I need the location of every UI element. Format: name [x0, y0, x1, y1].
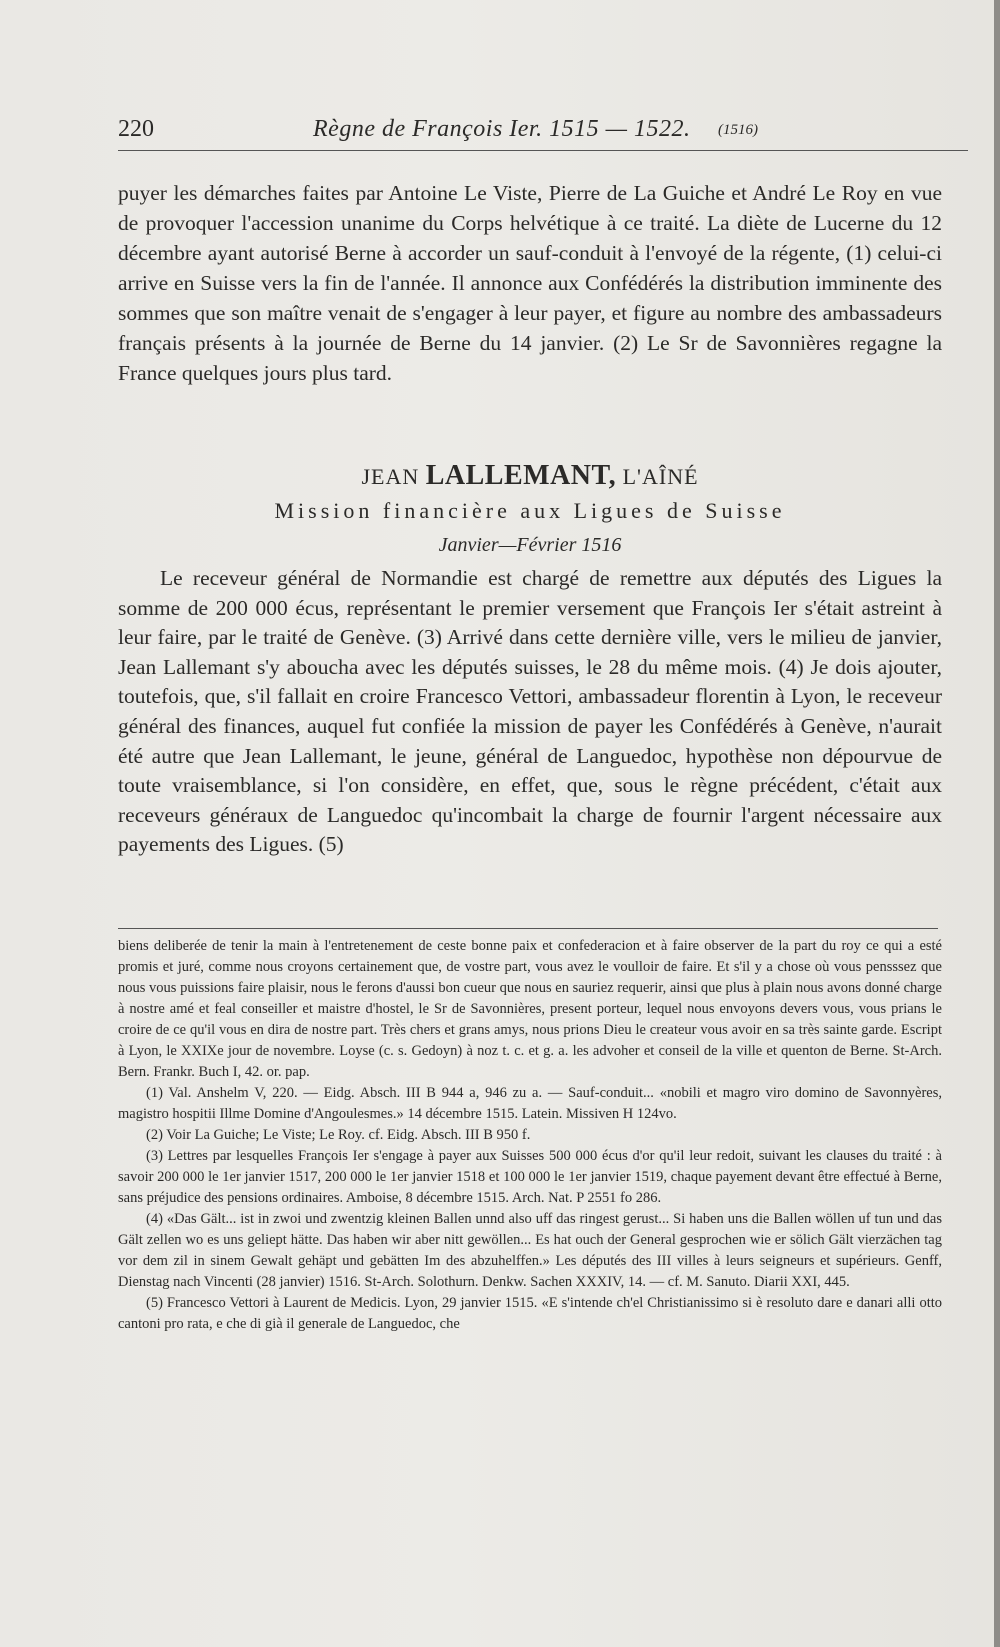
footnote-2: (2) Voir La Guiche; Le Viste; Le Roy. cf. Eidg. Absch. III B 950 f.	[146, 1127, 531, 1143]
running-header	[118, 112, 970, 148]
section-name-main: LALLEMANT,	[425, 460, 617, 491]
section-name-prefix: JEAN	[361, 464, 420, 489]
running-date: (1516)	[718, 122, 758, 138]
footnote-1: (1) Val. Anshelm V, 220. — Eidg. Absch. III B 944 a, 946 zu a. — Sauf-conduit... «nobili et magro viro domino de Savonnyères, magistro hospitii Illme Domine d'Angoulesmes.» 14 décembre 1515. Latein. Missiven H 124vo.	[118, 1085, 942, 1122]
page-number: 220	[118, 116, 154, 142]
footnote-rule	[118, 928, 938, 929]
section-heading	[118, 460, 942, 566]
footnotes	[118, 936, 942, 1335]
footnote-4: (4) «Das Gält... ist in zwoi und zwentzig kleinen Ballen unnd also uff das ringest gerust... Si haben uns die Ballen wöllen uf tun und das Gält zellen wo es uns geliept hätte. Das haben wir aber nitt gewöllen... Es hat ouch der General gesprochen wie er sölich Gält vierzächen tag vor dem zil in sinem Gewalt gehäpt und gebätten Im des abzuhelffen.» Les députés des III villes à leurs seigneurs et supérieurs. Genff, Dienstag nach Vincenti (28 janvier) 1516. St-Arch. Solothurn. Denkw. Sachen XXXIV, 14. — cf. M. Sanuto. Diarii XXI, 445.	[118, 1211, 942, 1290]
section-date: Janvier—Février 1516	[438, 534, 622, 556]
section-name-suffix: L'AÎNÉ	[622, 464, 699, 489]
header-rule	[118, 150, 968, 151]
footnote-5: (5) Francesco Vettori à Laurent de Medicis. Lyon, 29 janvier 1515. «E s'intende ch'el Christianissimo si è resoluto dare e danari alli otto cantoni pro rata, e che di già il generale de Languedoc, che	[118, 1295, 942, 1332]
intro-paragraph: puyer les démarches faites par Antoine Le Viste, Pierre de La Guiche et André Le Roy en vue de provoquer l'accession unanime du Corps helvétique à ce traité. La diète de Lucerne du 12 décembre ayant autorisé Berne à accorder un sauf-conduit à l'envoyé de la régente, (1) celui-ci arrive en Suisse vers la fin de l'année. Il annonce aux Confédérés la distribution imminente des sommes que son maître venait de s'engager à leur payer, et figure au nombre des ambassadeurs français présents à la journée de Berne du 14 janvier. (2) Le Sr de Savonnières regagne la France quelques jours plus tard.	[118, 181, 942, 385]
page-edge	[994, 0, 1000, 1647]
footnote-continuation: biens deliberée de tenir la main à l'entretenement de ceste bonne paix et confederacion et à faire observer de la part du roy ce qui a esté promis et juré, comme nous croyons certainement que, de vostre part, vous avez le voulloir de faire. Et s'il y a chose où vous pensssez que nous vous puissions faire plaisir, nous le ferons d'aussi bon cueur que nous en sauriez requerir, ainsi que plus à plain nous avons donné charge à nostre amé et feal conseiller et maistre d'hostel, le Sr de Savonnières, present porteur, lequel nous envoyons devers vous, vous prians le croire de ce qu'il vous en dira de nostre part. Très chers et grans amys, nous prions Dieu le createur vous avoir en sa très sainte garde. Escript à Lyon, le XXIXe jour de novembre. Loyse (c. s. Gedoyn) à noz t. c. et g. a. les advoher et conseil de la ville et quenton de Berne. St-Arch. Bern. Frankr. Buch I, 42. or. pap.	[118, 938, 942, 1080]
section-paragraph: Le receveur général de Normandie est chargé de remettre aux députés des Ligues la somme de 200 000 écus, représentant le premier versement que François Ier s'était astreint à leur faire, par le traité de Genève. (3) Arrivé dans cette dernière ville, vers le milieu de janvier, Jean Lallemant s'y aboucha avec les députés suisses, le 28 du même mois. (4) Je dois ajouter, toutefois, que, s'il fallait en croire Francesco Vettori, ambassadeur florentin à Lyon, le receveur général des finances, auquel fut confiée la mission de payer les Confédérés à Genève, n'aurait été autre que Jean Lallemant, le jeune, général de Languedoc, hypothèse non dépourvue de toute vraisemblance, si l'on considère, en effet, que, sous le règne précédent, c'était aux receveurs généraux de Languedoc qu'incombait la charge de fournir l'argent nécessaire aux payements des Ligues. (5)	[118, 566, 942, 857]
section-subtitle: Mission financière aux Ligues de Suisse	[274, 498, 786, 523]
intro-text	[118, 178, 942, 388]
footnote-3: (3) Lettres par lesquelles François Ier s'engage à payer aux Suisses 500 000 écus d'or qu'il leur redoit, suivant les clauses du traité : à savoir 200 000 le 1er janvier 1517, 200 000 le 1er janvier 1518 et 100 000 le 1er janvier 1519, chaque payement devant être effectué à Berne, sans préjudice des pensions ordinaires. Amboise, 8 décembre 1515. Arch. Nat. P 2551 fo 286.	[118, 1148, 942, 1206]
running-title: Règne de François Ier. 1515 — 1522.	[313, 116, 691, 142]
section-text	[118, 564, 942, 860]
section-title	[118, 460, 942, 494]
